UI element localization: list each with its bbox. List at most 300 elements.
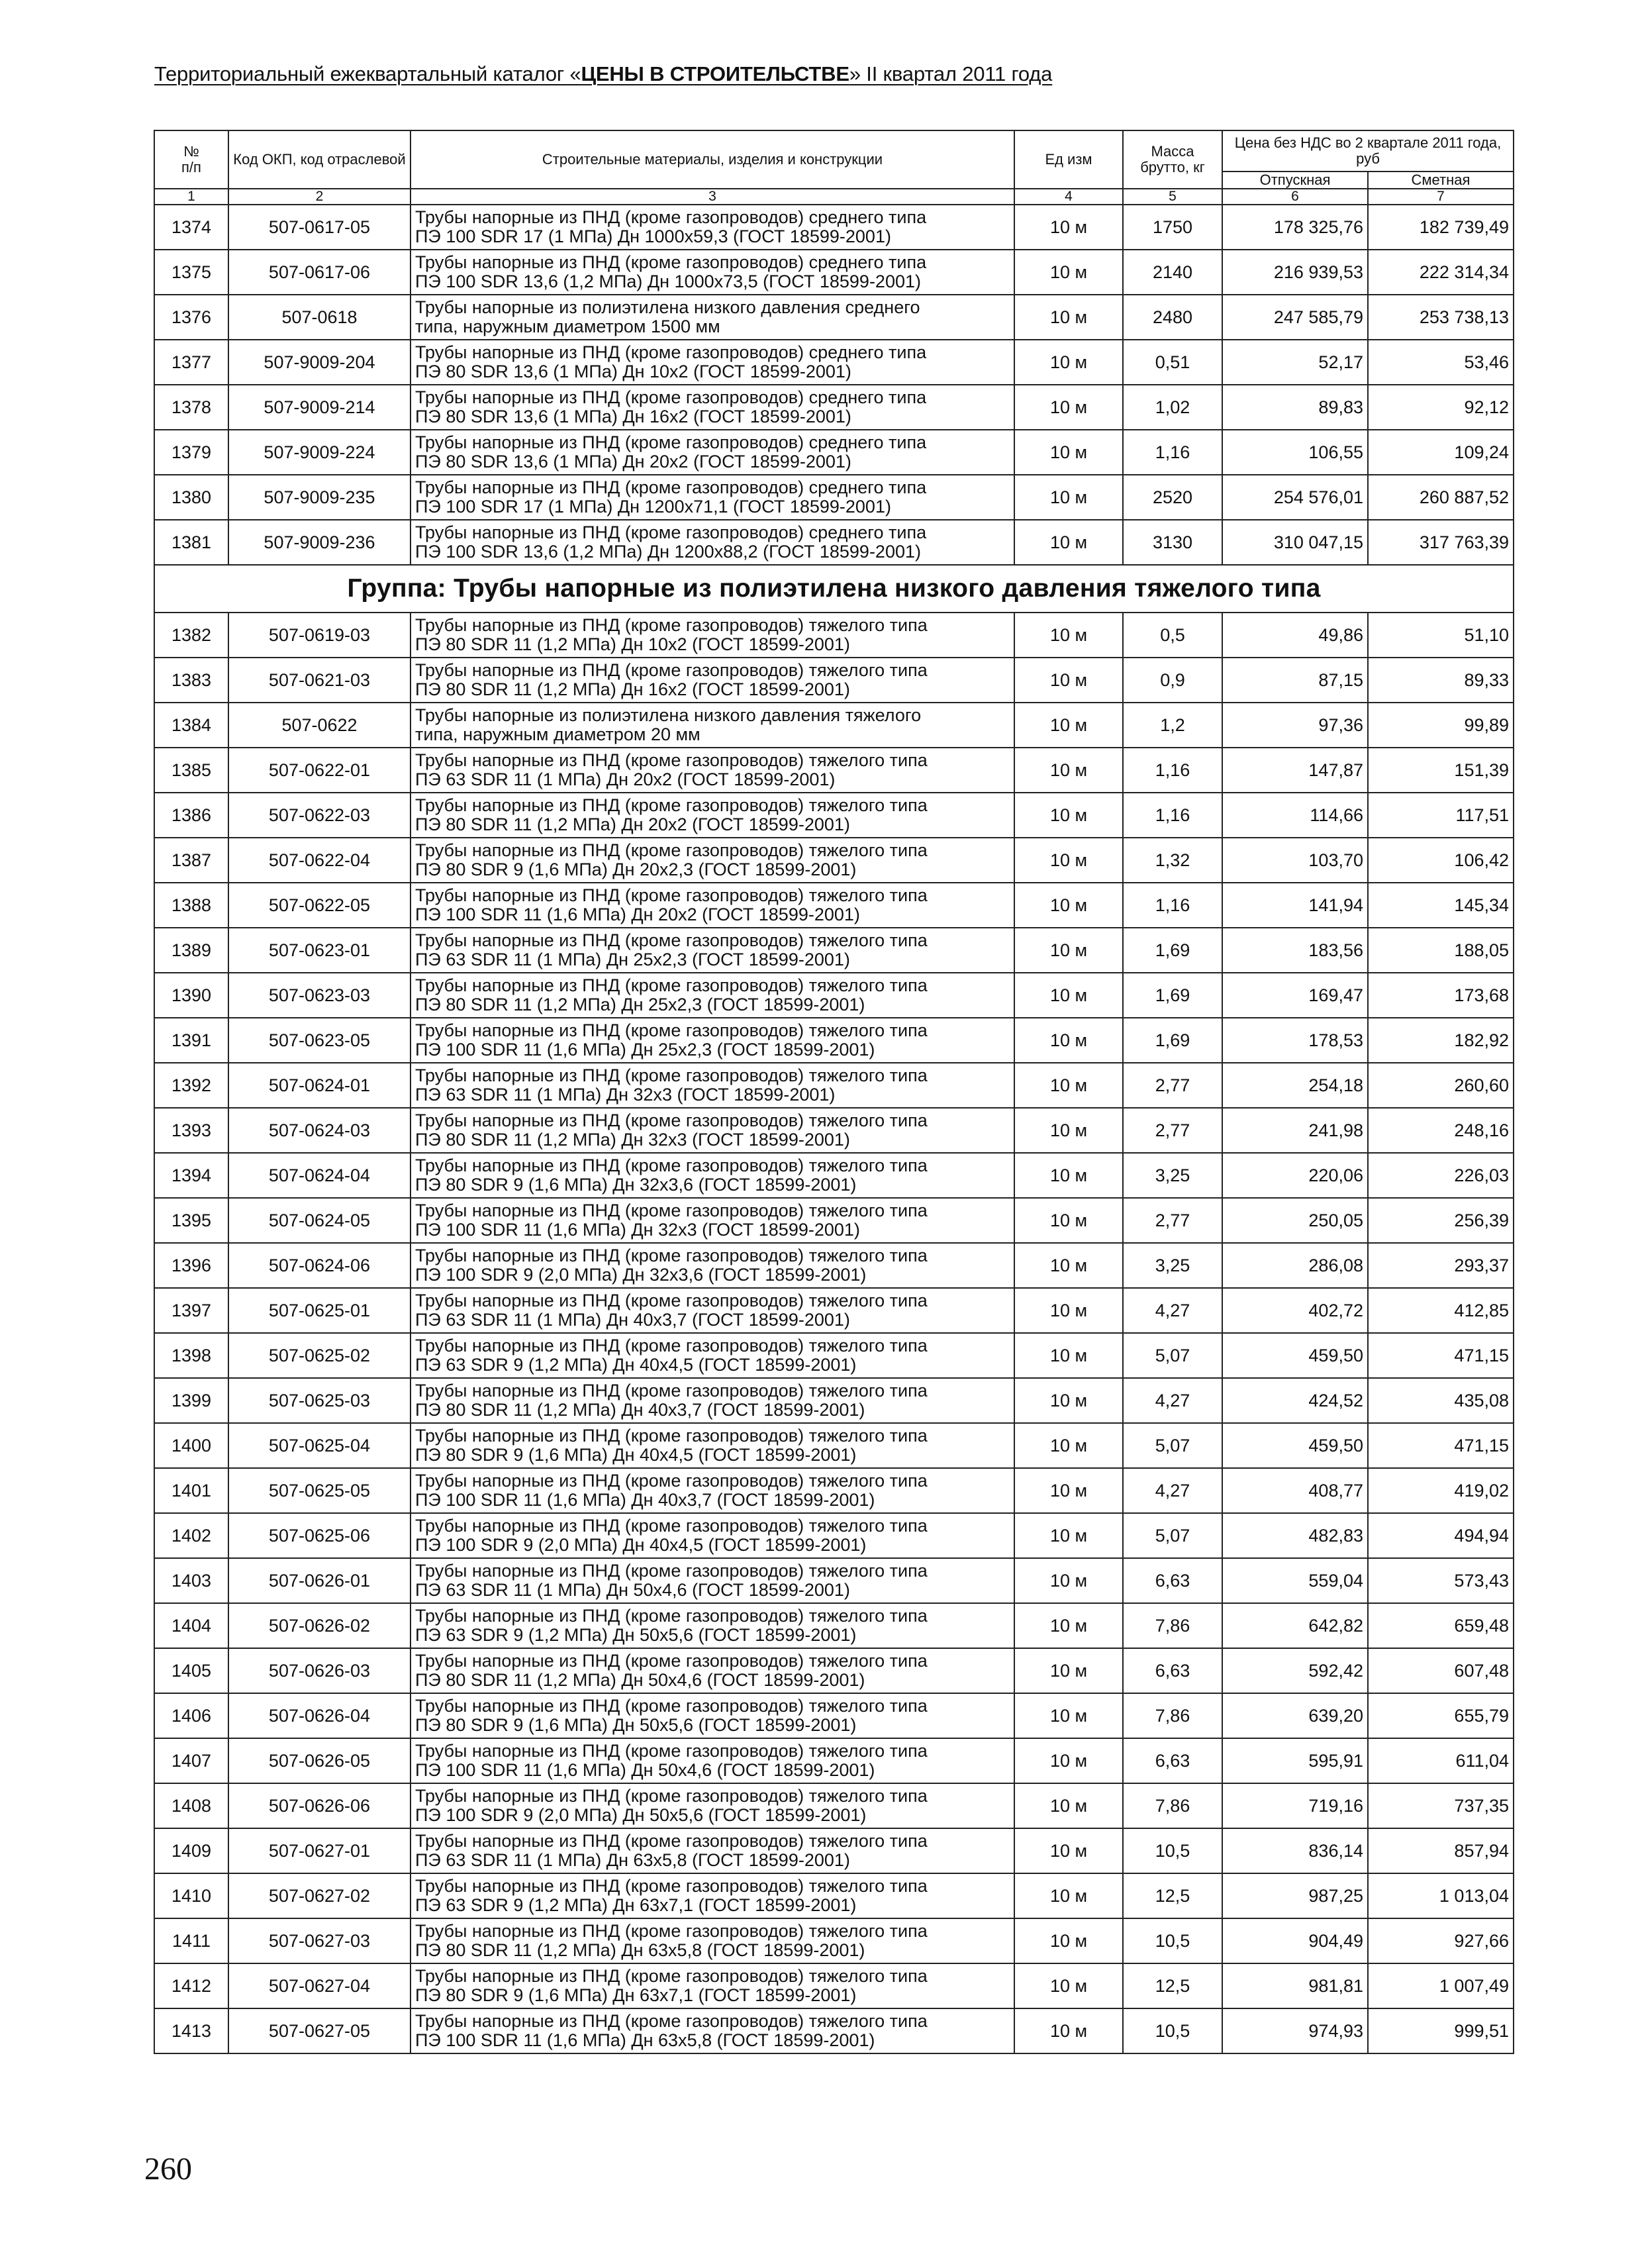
- row-name-line1: Трубы напорные из ПНД (кроме газопроводов) тяжелого типа: [415, 615, 928, 635]
- row-mass: 5,07: [1123, 1333, 1222, 1378]
- row-number: 1396: [154, 1243, 228, 1288]
- row-number: 1405: [154, 1648, 228, 1693]
- row-name-line2: ПЭ 100 SDR 9 (2,0 МПа) Дн 50х5,6 (ГОСТ 18599-2001): [415, 1805, 867, 1825]
- row-mass: 1750: [1123, 205, 1222, 250]
- row-code: 507-0627-05: [228, 2008, 410, 2053]
- row-name-line2: ПЭ 100 SDR 11 (1,6 МПа) Дн 40х3,7 (ГОСТ 18599-2001): [415, 1490, 875, 1510]
- row-number: 1399: [154, 1378, 228, 1423]
- row-mass: 1,32: [1123, 838, 1222, 883]
- row-number: 1412: [154, 1963, 228, 2008]
- row-number: 1388: [154, 883, 228, 928]
- table-row: [154, 748, 1514, 793]
- row-name-line1: Трубы напорные из ПНД (кроме газопроводов) среднего типа: [415, 432, 927, 452]
- row-name-line2: ПЭ 63 SDR 9 (1,2 МПа) Дн 63х7,1 (ГОСТ 18599-2001): [415, 1895, 857, 1915]
- row-unit: 10 м: [1014, 1108, 1123, 1153]
- row-price-estimate: 256,39: [1368, 1198, 1514, 1243]
- row-name-line1: Трубы напорные из ПНД (кроме газопроводов) тяжелого типа: [415, 795, 928, 815]
- row-name: [410, 205, 1014, 250]
- row-number: 1397: [154, 1288, 228, 1333]
- table-row: [154, 793, 1514, 838]
- row-price-estimate: 89,33: [1368, 658, 1514, 703]
- row-price-release: 987,25: [1222, 1873, 1368, 1918]
- row-code: 507-0624-05: [228, 1198, 410, 1243]
- row-unit: 10 м: [1014, 340, 1123, 385]
- row-name-line2: ПЭ 80 SDR 9 (1,6 МПа) Дн 20х2,3 (ГОСТ 18599-2001): [415, 860, 857, 879]
- table-row: [154, 1873, 1514, 1918]
- row-code: 507-0621-03: [228, 658, 410, 703]
- row-name-line1: Трубы напорные из ПНД (кроме газопроводов) тяжелого типа: [415, 975, 928, 995]
- row-number: 1400: [154, 1423, 228, 1468]
- row-name-line2: ПЭ 100 SDR 11 (1,6 МПа) Дн 50х4,6 (ГОСТ 18599-2001): [415, 1760, 875, 1780]
- row-unit: 10 м: [1014, 1423, 1123, 1468]
- row-name-line1: Трубы напорные из ПНД (кроме газопроводов) тяжелого типа: [415, 1966, 928, 1986]
- price-table: [154, 130, 1514, 2054]
- row-name: [410, 1198, 1014, 1243]
- running-title-prefix: Территориальный ежеквартальный каталог «: [154, 62, 581, 85]
- table-row: [154, 1648, 1514, 1693]
- row-name-line1: Трубы напорные из ПНД (кроме газопроводов) тяжелого типа: [415, 1606, 928, 1626]
- row-name-line1: Трубы напорные из ПНД (кроме газопроводов) среднего типа: [415, 387, 927, 407]
- row-price-estimate: 1 013,04: [1368, 1873, 1514, 1918]
- row-price-estimate: 226,03: [1368, 1153, 1514, 1198]
- header-num-line1: №: [183, 143, 199, 160]
- row-price-estimate: 117,51: [1368, 793, 1514, 838]
- row-name-line2: ПЭ 100 SDR 9 (2,0 МПа) Дн 32х3,6 (ГОСТ 18599-2001): [415, 1265, 867, 1285]
- row-number: 1381: [154, 520, 228, 565]
- row-mass: 10,5: [1123, 1828, 1222, 1873]
- row-price-estimate: 659,48: [1368, 1603, 1514, 1648]
- group-section: [154, 565, 1514, 613]
- table-row: [154, 340, 1514, 385]
- row-name-line1: Трубы напорные из ПНД (кроме газопроводов) тяжелого типа: [415, 1561, 928, 1581]
- row-number: 1404: [154, 1603, 228, 1648]
- row-code: 507-0627-02: [228, 1873, 410, 1918]
- row-price-estimate: 471,15: [1368, 1333, 1514, 1378]
- table-row: [154, 1828, 1514, 1873]
- row-mass: 4,27: [1123, 1288, 1222, 1333]
- row-name-line2: ПЭ 80 SDR 13,6 (1 МПа) Дн 20х2 (ГОСТ 18599-2001): [415, 452, 851, 471]
- header-mass: Масса брутто, кг: [1123, 130, 1222, 189]
- row-name: [410, 475, 1014, 520]
- row-code: 507-0624-06: [228, 1243, 410, 1288]
- row-mass: 5,07: [1123, 1423, 1222, 1468]
- row-number: 1395: [154, 1198, 228, 1243]
- table-row: [154, 2008, 1514, 2053]
- table-row: [154, 430, 1514, 475]
- row-name: [410, 430, 1014, 475]
- table-row: [154, 1018, 1514, 1063]
- row-price-release: 178 325,76: [1222, 205, 1368, 250]
- row-unit: 10 м: [1014, 475, 1123, 520]
- row-code: 507-9009-204: [228, 340, 410, 385]
- row-mass: 12,5: [1123, 1963, 1222, 2008]
- row-unit: 10 м: [1014, 1558, 1123, 1603]
- row-code: 507-0623-03: [228, 973, 410, 1018]
- row-name: [410, 658, 1014, 703]
- row-name: [410, 703, 1014, 748]
- row-price-release: 178,53: [1222, 1018, 1368, 1063]
- row-price-release: 103,70: [1222, 838, 1368, 883]
- row-code: 507-0622-04: [228, 838, 410, 883]
- row-name-line2: ПЭ 80 SDR 9 (1,6 МПа) Дн 50х5,6 (ГОСТ 18599-2001): [415, 1715, 857, 1735]
- row-price-estimate: 293,37: [1368, 1243, 1514, 1288]
- table-row: [154, 928, 1514, 973]
- header-price-group: Цена без НДС во 2 квартале 2011 года, руб: [1222, 130, 1514, 172]
- row-name: [410, 1378, 1014, 1423]
- row-code: 507-0626-05: [228, 1738, 410, 1783]
- row-price-release: 183,56: [1222, 928, 1368, 973]
- row-name: [410, 1468, 1014, 1513]
- row-number: 1393: [154, 1108, 228, 1153]
- row-code: 507-0626-04: [228, 1693, 410, 1738]
- row-unit: 10 м: [1014, 430, 1123, 475]
- row-price-release: 836,14: [1222, 1828, 1368, 1873]
- row-number: 1383: [154, 658, 228, 703]
- row-name-line2: ПЭ 80 SDR 13,6 (1 МПа) Дн 10х2 (ГОСТ 18599-2001): [415, 362, 851, 381]
- row-unit: 10 м: [1014, 793, 1123, 838]
- row-code: 507-0623-01: [228, 928, 410, 973]
- row-price-release: 981,81: [1222, 1963, 1368, 2008]
- row-number: 1377: [154, 340, 228, 385]
- row-name-line1: Трубы напорные из ПНД (кроме газопроводов) среднего типа: [415, 522, 927, 542]
- row-code: 507-0624-04: [228, 1153, 410, 1198]
- row-name-line1: Трубы напорные из ПНД (кроме газопроводов) тяжелого типа: [415, 1426, 928, 1446]
- row-number: 1390: [154, 973, 228, 1018]
- row-name: [410, 1288, 1014, 1333]
- row-price-estimate: 494,94: [1368, 1513, 1514, 1558]
- row-mass: 3,25: [1123, 1153, 1222, 1198]
- table-row: [154, 1693, 1514, 1738]
- row-unit: 10 м: [1014, 250, 1123, 295]
- row-code: 507-0619-03: [228, 613, 410, 658]
- row-unit: 10 м: [1014, 613, 1123, 658]
- row-name: [410, 928, 1014, 973]
- row-name-line2: ПЭ 80 SDR 9 (1,6 МПа) Дн 40х4,5 (ГОСТ 18599-2001): [415, 1445, 857, 1465]
- row-price-estimate: 471,15: [1368, 1423, 1514, 1468]
- row-price-release: 250,05: [1222, 1198, 1368, 1243]
- row-unit: 10 м: [1014, 2008, 1123, 2053]
- table-header: [154, 130, 1514, 205]
- table-row: [154, 973, 1514, 1018]
- row-unit: 10 м: [1014, 1783, 1123, 1828]
- row-name: [410, 1333, 1014, 1378]
- column-number: 4: [1014, 189, 1123, 205]
- row-name: [410, 1513, 1014, 1558]
- row-price-estimate: 92,12: [1368, 385, 1514, 430]
- row-number: 1409: [154, 1828, 228, 1873]
- table-row: [154, 658, 1514, 703]
- row-number: 1375: [154, 250, 228, 295]
- page-number: 260: [144, 2151, 192, 2187]
- row-mass: 2520: [1123, 475, 1222, 520]
- group-title: Группа: Трубы напорные из полиэтилена низкого давления тяжелого типа: [154, 565, 1514, 613]
- row-number: 1411: [154, 1918, 228, 1963]
- row-mass: 10,5: [1123, 2008, 1222, 2053]
- row-price-release: 482,83: [1222, 1513, 1368, 1558]
- row-price-estimate: 51,10: [1368, 613, 1514, 658]
- table-row: [154, 1243, 1514, 1288]
- running-title-bold: ЦЕНЫ В СТРОИТЕЛЬСТВЕ: [581, 62, 849, 85]
- row-name-line1: Трубы напорные из ПНД (кроме газопроводов) тяжелого типа: [415, 660, 928, 680]
- row-price-release: 904,49: [1222, 1918, 1368, 1963]
- row-number: 1410: [154, 1873, 228, 1918]
- row-unit: 10 м: [1014, 658, 1123, 703]
- table-row: [154, 295, 1514, 340]
- row-mass: 7,86: [1123, 1783, 1222, 1828]
- row-name-line2: ПЭ 63 SDR 11 (1 МПа) Дн 50х4,6 (ГОСТ 18599-2001): [415, 1580, 850, 1600]
- row-price-estimate: 253 738,13: [1368, 295, 1514, 340]
- row-price-estimate: 737,35: [1368, 1783, 1514, 1828]
- row-number: 1389: [154, 928, 228, 973]
- row-name-line1: Трубы напорные из ПНД (кроме газопроводов) тяжелого типа: [415, 1291, 928, 1310]
- row-number: 1407: [154, 1738, 228, 1783]
- row-name: [410, 793, 1014, 838]
- row-unit: 10 м: [1014, 838, 1123, 883]
- rows-after-group: [154, 613, 1514, 2053]
- row-unit: 10 м: [1014, 1828, 1123, 1873]
- row-name-line2: ПЭ 80 SDR 11 (1,2 МПа) Дн 63х5,8 (ГОСТ 18599-2001): [415, 1940, 865, 1960]
- table-row: [154, 385, 1514, 430]
- row-code: 507-0625-03: [228, 1378, 410, 1423]
- row-name-line2: ПЭ 80 SDR 11 (1,2 МПа) Дн 10х2 (ГОСТ 18599-2001): [415, 634, 850, 654]
- row-code: 507-0617-06: [228, 250, 410, 295]
- header-num: [154, 130, 228, 189]
- row-price-release: 974,93: [1222, 2008, 1368, 2053]
- row-number: 1387: [154, 838, 228, 883]
- row-name: [410, 1018, 1014, 1063]
- row-mass: 1,16: [1123, 748, 1222, 793]
- row-name-line1: Трубы напорные из ПНД (кроме газопроводов) тяжелого типа: [415, 1696, 928, 1716]
- row-name-line1: Трубы напорные из ПНД (кроме газопроводов) тяжелого типа: [415, 1786, 928, 1806]
- row-name-line2: ПЭ 100 SDR 17 (1 МПа) Дн 1200х71,1 (ГОСТ 18599-2001): [415, 497, 891, 517]
- row-name: [410, 1873, 1014, 1918]
- row-unit: 10 м: [1014, 928, 1123, 973]
- row-mass: 1,69: [1123, 973, 1222, 1018]
- row-price-release: 408,77: [1222, 1468, 1368, 1513]
- row-price-estimate: 999,51: [1368, 2008, 1514, 2053]
- row-price-estimate: 317 763,39: [1368, 520, 1514, 565]
- row-name: [410, 1648, 1014, 1693]
- row-price-estimate: 927,66: [1368, 1918, 1514, 1963]
- row-price-estimate: 188,05: [1368, 928, 1514, 973]
- row-name-line2: ПЭ 63 SDR 9 (1,2 МПа) Дн 50х5,6 (ГОСТ 18599-2001): [415, 1625, 857, 1645]
- row-unit: 10 м: [1014, 1693, 1123, 1738]
- header-price-release: Отпускная: [1222, 172, 1368, 189]
- row-mass: 6,63: [1123, 1558, 1222, 1603]
- row-name: [410, 1693, 1014, 1738]
- row-number: 1382: [154, 613, 228, 658]
- row-name-line1: Трубы напорные из ПНД (кроме газопроводов) тяжелого типа: [415, 1065, 928, 1085]
- row-number: 1380: [154, 475, 228, 520]
- header-num-line2: п/п: [181, 159, 201, 175]
- row-price-release: 241,98: [1222, 1108, 1368, 1153]
- column-number: 6: [1222, 189, 1368, 205]
- row-number: 1401: [154, 1468, 228, 1513]
- row-name: [410, 1918, 1014, 1963]
- row-name-line1: Трубы напорные из ПНД (кроме газопроводов) среднего типа: [415, 477, 927, 497]
- row-price-estimate: 99,89: [1368, 703, 1514, 748]
- row-name-line2: ПЭ 100 SDR 11 (1,6 МПа) Дн 20х2 (ГОСТ 18599-2001): [415, 905, 860, 924]
- row-unit: 10 м: [1014, 883, 1123, 928]
- table-row: [154, 1333, 1514, 1378]
- row-name-line1: Трубы напорные из ПНД (кроме газопроводов) тяжелого типа: [415, 1876, 928, 1896]
- row-name: [410, 1243, 1014, 1288]
- row-price-estimate: 419,02: [1368, 1468, 1514, 1513]
- row-code: 507-9009-224: [228, 430, 410, 475]
- row-price-estimate: 151,39: [1368, 748, 1514, 793]
- row-name-line1: Трубы напорные из ПНД (кроме газопроводов) тяжелого типа: [415, 1246, 928, 1265]
- row-mass: 4,27: [1123, 1468, 1222, 1513]
- row-unit: 10 м: [1014, 1513, 1123, 1558]
- row-price-release: 559,04: [1222, 1558, 1368, 1603]
- row-price-release: 254,18: [1222, 1063, 1368, 1108]
- row-name-line2: ПЭ 80 SDR 11 (1,2 МПа) Дн 40х3,7 (ГОСТ 18599-2001): [415, 1400, 865, 1420]
- row-code: 507-0624-01: [228, 1063, 410, 1108]
- row-mass: 1,2: [1123, 703, 1222, 748]
- table-row: [154, 1558, 1514, 1603]
- table-row: [154, 1423, 1514, 1468]
- row-name-line1: Трубы напорные из ПНД (кроме газопроводов) тяжелого типа: [415, 1831, 928, 1851]
- row-mass: 7,86: [1123, 1603, 1222, 1648]
- row-name-line1: Трубы напорные из ПНД (кроме газопроводов) тяжелого типа: [415, 1921, 928, 1941]
- row-mass: 4,27: [1123, 1378, 1222, 1423]
- column-number: 1: [154, 189, 228, 205]
- row-code: 507-9009-235: [228, 475, 410, 520]
- row-unit: 10 м: [1014, 1243, 1123, 1288]
- row-price-release: 424,52: [1222, 1378, 1368, 1423]
- row-mass: 2140: [1123, 250, 1222, 295]
- running-title: [154, 62, 1052, 86]
- row-unit: 10 м: [1014, 1873, 1123, 1918]
- row-mass: 6,63: [1123, 1648, 1222, 1693]
- row-price-release: 286,08: [1222, 1243, 1368, 1288]
- row-name: [410, 520, 1014, 565]
- row-price-release: 402,72: [1222, 1288, 1368, 1333]
- table-row: [154, 1108, 1514, 1153]
- row-name-line2: ПЭ 80 SDR 11 (1,2 МПа) Дн 20х2 (ГОСТ 18599-2001): [415, 814, 850, 834]
- row-price-release: 719,16: [1222, 1783, 1368, 1828]
- row-number: 1408: [154, 1783, 228, 1828]
- row-name-line1: Трубы напорные из ПНД (кроме газопроводов) среднего типа: [415, 342, 927, 362]
- row-price-release: 592,42: [1222, 1648, 1368, 1693]
- header-code: Код ОКП, код отраслевой: [228, 130, 410, 189]
- row-name-line2: типа, наружным диаметром 1500 мм: [415, 317, 720, 336]
- row-number: 1384: [154, 703, 228, 748]
- row-name: [410, 2008, 1014, 2053]
- row-name: [410, 1963, 1014, 2008]
- row-unit: 10 м: [1014, 1333, 1123, 1378]
- row-code: 507-0627-03: [228, 1918, 410, 1963]
- row-name-line1: Трубы напорные из ПНД (кроме газопроводов) тяжелого типа: [415, 840, 928, 860]
- row-name-line2: ПЭ 80 SDR 9 (1,6 МПа) Дн 32х3,6 (ГОСТ 18599-2001): [415, 1175, 857, 1195]
- row-name-line1: Трубы напорные из ПНД (кроме газопроводов) среднего типа: [415, 207, 927, 227]
- row-name: [410, 613, 1014, 658]
- row-name: [410, 973, 1014, 1018]
- table-row: [154, 883, 1514, 928]
- row-price-release: 310 047,15: [1222, 520, 1368, 565]
- row-price-release: 114,66: [1222, 793, 1368, 838]
- row-price-estimate: 182,92: [1368, 1018, 1514, 1063]
- row-number: 1394: [154, 1153, 228, 1198]
- row-number: 1379: [154, 430, 228, 475]
- row-price-release: 49,86: [1222, 613, 1368, 658]
- row-number: 1378: [154, 385, 228, 430]
- row-name-line1: Трубы напорные из ПНД (кроме газопроводов) тяжелого типа: [415, 1201, 928, 1220]
- row-price-release: 141,94: [1222, 883, 1368, 928]
- row-name-line2: ПЭ 100 SDR 11 (1,6 МПа) Дн 63х5,8 (ГОСТ 18599-2001): [415, 2030, 875, 2050]
- row-code: 507-9009-214: [228, 385, 410, 430]
- column-number: 3: [410, 189, 1014, 205]
- table-row: [154, 613, 1514, 658]
- row-code: 507-0626-02: [228, 1603, 410, 1648]
- row-price-estimate: 145,34: [1368, 883, 1514, 928]
- row-code: 507-0625-05: [228, 1468, 410, 1513]
- row-code: 507-0623-05: [228, 1018, 410, 1063]
- row-number: 1376: [154, 295, 228, 340]
- row-price-estimate: 260,60: [1368, 1063, 1514, 1108]
- row-name-line2: ПЭ 63 SDR 11 (1 МПа) Дн 40х3,7 (ГОСТ 18599-2001): [415, 1310, 850, 1330]
- row-name: [410, 1423, 1014, 1468]
- column-number: 7: [1368, 189, 1514, 205]
- row-name: [410, 748, 1014, 793]
- row-mass: 7,86: [1123, 1693, 1222, 1738]
- row-name-line2: типа, наружным диаметром 20 мм: [415, 724, 700, 744]
- row-price-estimate: 182 739,49: [1368, 205, 1514, 250]
- table-row: [154, 1153, 1514, 1198]
- row-unit: 10 м: [1014, 1378, 1123, 1423]
- row-number: 1398: [154, 1333, 228, 1378]
- row-unit: 10 м: [1014, 748, 1123, 793]
- row-price-release: 459,50: [1222, 1423, 1368, 1468]
- row-number: 1406: [154, 1693, 228, 1738]
- row-name-line2: ПЭ 100 SDR 13,6 (1,2 МПа) Дн 1200х88,2 (ГОСТ 18599-2001): [415, 542, 921, 562]
- group-row: [154, 565, 1514, 613]
- row-unit: 10 м: [1014, 973, 1123, 1018]
- header-price-estimate: Сметная: [1368, 172, 1514, 189]
- row-number: 1385: [154, 748, 228, 793]
- row-price-estimate: 248,16: [1368, 1108, 1514, 1153]
- row-name-line1: Трубы напорные из ПНД (кроме газопроводов) тяжелого типа: [415, 1020, 928, 1040]
- row-unit: 10 м: [1014, 520, 1123, 565]
- row-unit: 10 м: [1014, 1288, 1123, 1333]
- row-name: [410, 1063, 1014, 1108]
- row-price-estimate: 222 314,34: [1368, 250, 1514, 295]
- row-number: 1386: [154, 793, 228, 838]
- row-price-estimate: 857,94: [1368, 1828, 1514, 1873]
- row-name-line2: ПЭ 80 SDR 13,6 (1 МПа) Дн 16х2 (ГОСТ 18599-2001): [415, 407, 851, 426]
- row-code: 507-0622-03: [228, 793, 410, 838]
- table-row: [154, 1378, 1514, 1423]
- row-price-release: 254 576,01: [1222, 475, 1368, 520]
- row-name-line2: ПЭ 100 SDR 13,6 (1,2 МПа) Дн 1000х73,5 (ГОСТ 18599-2001): [415, 271, 921, 291]
- row-name: [410, 385, 1014, 430]
- row-price-release: 89,83: [1222, 385, 1368, 430]
- row-name-line1: Трубы напорные из ПНД (кроме газопроводов) тяжелого типа: [415, 930, 928, 950]
- row-name-line2: ПЭ 63 SDR 11 (1 МПа) Дн 32х3 (ГОСТ 18599-2001): [415, 1085, 836, 1105]
- row-mass: 3130: [1123, 520, 1222, 565]
- row-name: [410, 295, 1014, 340]
- table-row: [154, 838, 1514, 883]
- table-row: [154, 1783, 1514, 1828]
- row-code: 507-0625-04: [228, 1423, 410, 1468]
- table-row: [154, 1063, 1514, 1108]
- row-unit: 10 м: [1014, 703, 1123, 748]
- row-mass: 2,77: [1123, 1063, 1222, 1108]
- row-name: [410, 838, 1014, 883]
- row-mass: 2,77: [1123, 1108, 1222, 1153]
- row-name-line1: Трубы напорные из полиэтилена низкого давления среднего: [415, 297, 920, 317]
- table-row: [154, 205, 1514, 250]
